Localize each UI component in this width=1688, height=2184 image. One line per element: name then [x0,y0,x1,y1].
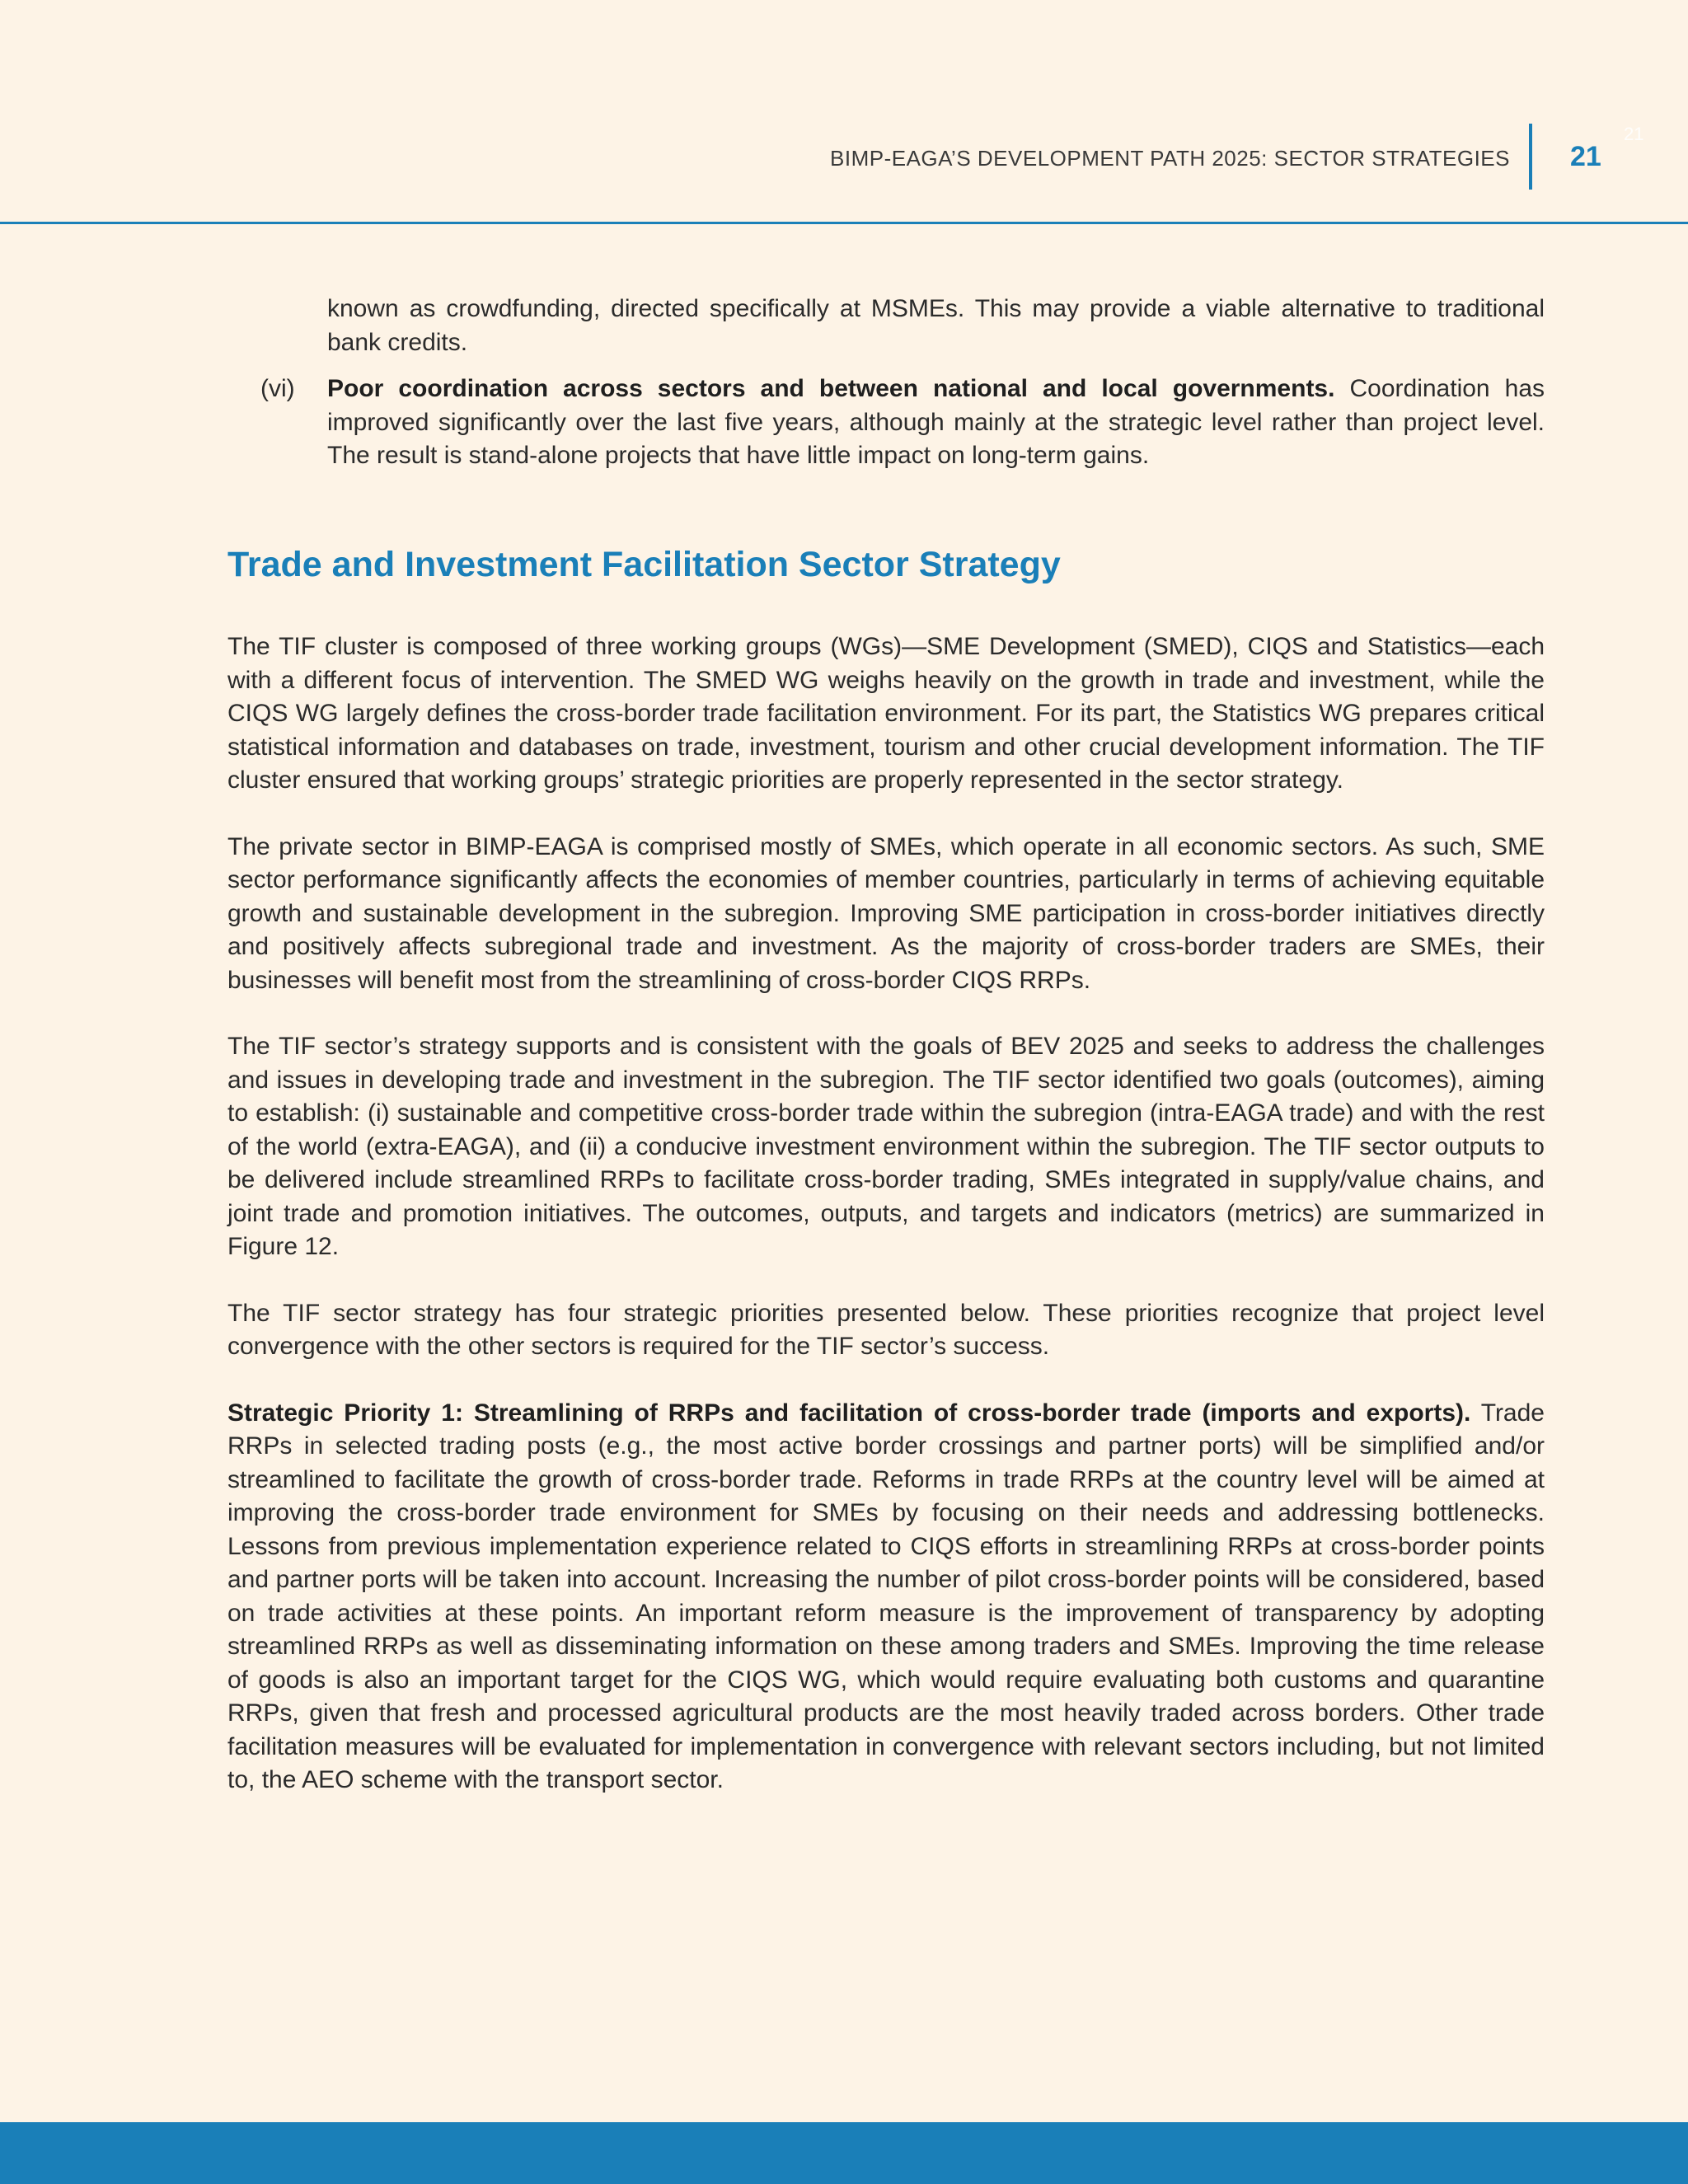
list-item-text: Coordination has improved significantly over the last five years, although mainly at the strategic level rather than project level. The result is stand-alone projects that have little impact on long-term gains. [327,375,1545,469]
section-heading: Trade and Investment Facilitation Sector Strategy [227,544,1061,584]
footer-band [0,2122,1688,2184]
page-number: 21 [1570,141,1601,172]
priority-1-text: Trade RRPs in selected trading posts (e.g., the most active border crossings and partner ports) will be simplified and/or streamlined to facilitate the growth of cross-border trade. Reforms in trade RRPs at the country level will be aimed at improving the cross-border trade environment for SMEs by focusing on their needs and addressing bottlenecks. Lessons from previous implementation experience related to CIQS efforts in streamlining RRPs at cross-border points and partner ports will be taken into account. Increasing the number of pilot cross-border points will be considered, based on trade activities at these points. An important reform measure is the improvement of transparency by adopting streamlined RRPs as well as disseminating information on these among traders and SMEs. Improving the time release of goods is also an important target for the CIQS WG, which would require evaluating both customs and quarantine RRPs, given that fresh and processed agricultural products are the most heavily traded across borders. Other trade facilitation measures will be evaluated for implementation in convergence with relevant sectors including, but not limited to, the AEO scheme with the transport sector. [227,1399,1545,1794]
paragraph-tif-strategy: The TIF sector’s strategy supports and is consistent with the goals of BEV 2025 and seeks to address the challenges and issues in developing trade and investment in the subregion. The TIF sector identified two goals (outcomes), aiming to establish: (i) sustainable and competitive cross-border trade within the subregion (intra-EAGA trade) and with the rest of the world (extra-EAGA), and (ii) a conducive investment environment within the subregion. The TIF sector outputs to be delivered include streamlined RRPs to facilitate cross-border trading, SMEs integrated in supply/value chains, and joint trade and promotion initiatives. The outcomes, outputs, and targets and indicators (metrics) are summarized in Figure 12. [227,1033,1545,1261]
ghost-page-number: 21 [1624,124,1644,144]
paragraph-tif-cluster: The TIF cluster is composed of three working groups (WGs)—SME Development (SMED), CIQS and Statistics—each with a different focus of intervention. The SMED WG weighs heavily on the growth in trade and investment, while the CIQS WG largely defines the cross-border trade facilitation environment. For its part, the Statistics WG prepares critical statistical information and databases on trade, investment, tourism and other crucial development information. The TIF cluster ensured that working groups’ strategic priorities are properly represented in the sector strategy. [227,633,1545,794]
paragraph-strategic-priorities: The TIF sector strategy has four strategic priorities presented below. These priorities recognize that project level convergence with the other sectors is required for the TIF sector’s success. [227,1299,1545,1361]
list-item-continuation [227,293,1545,359]
priority-1-bold-lead: Strategic Priority 1: Streamlining of RRPs and facilitation of cross-border trade (imports and exports). [227,1399,1471,1427]
paragraph-priority-1 [227,1397,1545,1797]
main-content [227,293,1545,1830]
list-item-vi [227,373,1545,473]
continuation-text: known as crowdfunding, directed specifically at MSMEs. This may provide a viable alternative to traditional bank credits. [327,295,1545,356]
paragraph-private-sector: The private sector in BIMP-EAGA is comprised mostly of SMEs, which operate in all economic sectors. As such, SME sector performance significantly affects the economies of member countries, particularly in terms of achieving equitable growth and sustainable development in the subregion. Improving SME participation in cross-border initiatives directly and positively affects subregional trade and investment. As the majority of cross-border traders are SMEs, their businesses will benefit most from the streamlining of cross-border CIQS RRPs. [227,832,1545,994]
running-title: BIMP-EAGA’S DEVELOPMENT PATH 2025: SECTOR STRATEGIES [830,146,1510,171]
list-marker: (vi) [260,375,295,402]
page-header [0,0,1688,224]
header-divider [1529,124,1532,190]
list-item-bold-lead: Poor coordination across sectors and between national and local governments. [327,375,1335,402]
